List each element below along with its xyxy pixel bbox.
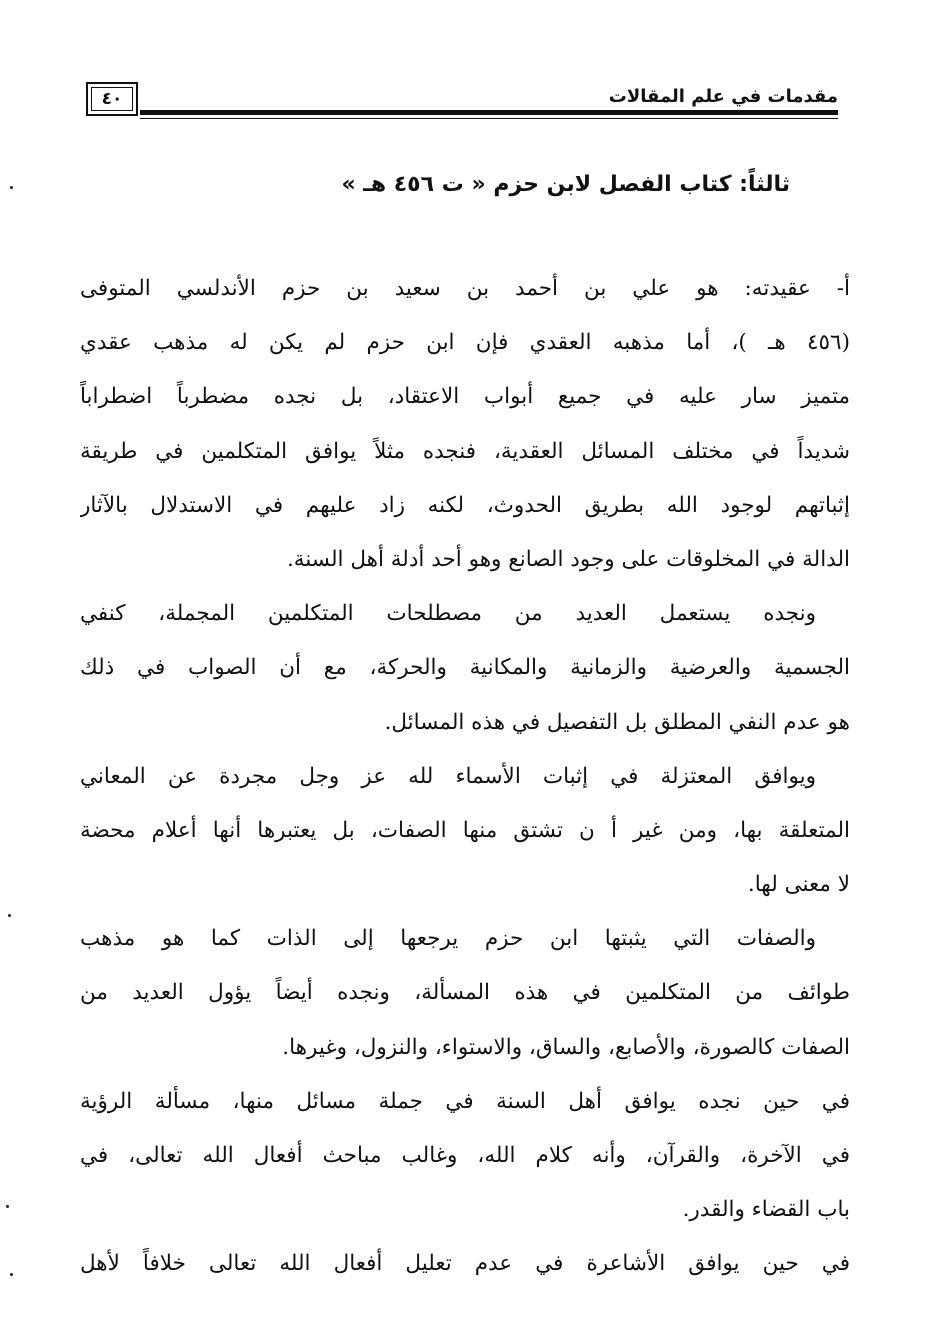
text-line: الدالة في المخلوقات على وجود الصانع وهو أحد أدلة أهل السنة. <box>286 546 850 572</box>
text-line: الجسمية والعرضية والزمانية والمكانية والحركة، مع أن الصواب في ذلك <box>80 655 850 681</box>
running-title: مقدمات في علم المقالات <box>608 86 838 107</box>
scan-speck <box>8 914 11 917</box>
text-line: باب القضاء والقدر. <box>682 1197 850 1223</box>
header-rule-thin <box>140 118 838 119</box>
text-line: لا معنى لها. <box>747 872 850 898</box>
text-line: المتعلقة بها، ومن غير أ ن تشتق منها الصفات، بل يعتبرها أنها أعلام محضة <box>80 817 850 843</box>
text-line: ونجده يستعمل العديد من مصطلحات المتكلمين المجملة، كنفي <box>80 601 816 627</box>
text-line: في حين نجده يوافق أهل السنة في جملة مسائل منها، مسألة الرؤية <box>80 1088 850 1114</box>
page-number: ٤٠ <box>91 87 133 111</box>
header-rule <box>140 110 838 115</box>
text-line: الصفات كالصورة، والأصابع، والساق، والاستواء، والنزول، وغيرها. <box>282 1034 850 1060</box>
body-text <box>80 262 850 1292</box>
text-line: ويوافق المعتزلة في إثبات الأسماء لله عز وجل مجردة عن المعاني <box>80 763 816 789</box>
text-line: والصفات التي يثبتها ابن حزم يرجعها إلى الذات كما هو مذهب <box>80 926 816 952</box>
text-line: (٤٥٦ هـ )، أما مذهبه العقدي فإن ابن حزم لم يكن له مذهب عقدي <box>80 330 850 356</box>
text-line: أ- عقيدته: هو علي بن أحمد بن سعيد بن حزم الأندلسي المتوفى <box>80 276 850 301</box>
text-line: متميز سار عليه في جميع أبواب الاعتقاد، بل نجده مضطرباً اضطراباً <box>80 384 850 410</box>
text-line: طوائف من المتكلمين في هذه المسألة، ونجده أيضاً يؤول العديد من <box>80 980 850 1006</box>
text-line: شديداً في مختلف المسائل العقدية، فنجده مثلاً يوافق المتكلمين في طريقة <box>80 438 850 464</box>
section-heading: ثالثاً: كتاب الفصل لابن حزم « ت ٤٥٦ هـ » <box>341 172 790 197</box>
scan-speck <box>10 186 13 189</box>
page-number-box <box>86 82 138 116</box>
scan-speck <box>10 1273 13 1276</box>
text-line: إثباتهم لوجود الله بطريق الحدوث، لكنه زاد عليهم في الاستدلال بالآثار <box>80 492 850 518</box>
text-line: هو عدم النفي المطلق بل التفصيل في هذه المسائل. <box>384 709 850 735</box>
text-line: في حين يوافق الأشاعرة في عدم تعليل أفعال الله تعالى خلافاً لأهل <box>80 1251 850 1277</box>
scan-speck <box>6 1205 9 1208</box>
text-line: في الآخرة، والقرآن، وأنه كلام الله، وغالب مباحث أفعال الله تعالى، في <box>80 1143 850 1168</box>
